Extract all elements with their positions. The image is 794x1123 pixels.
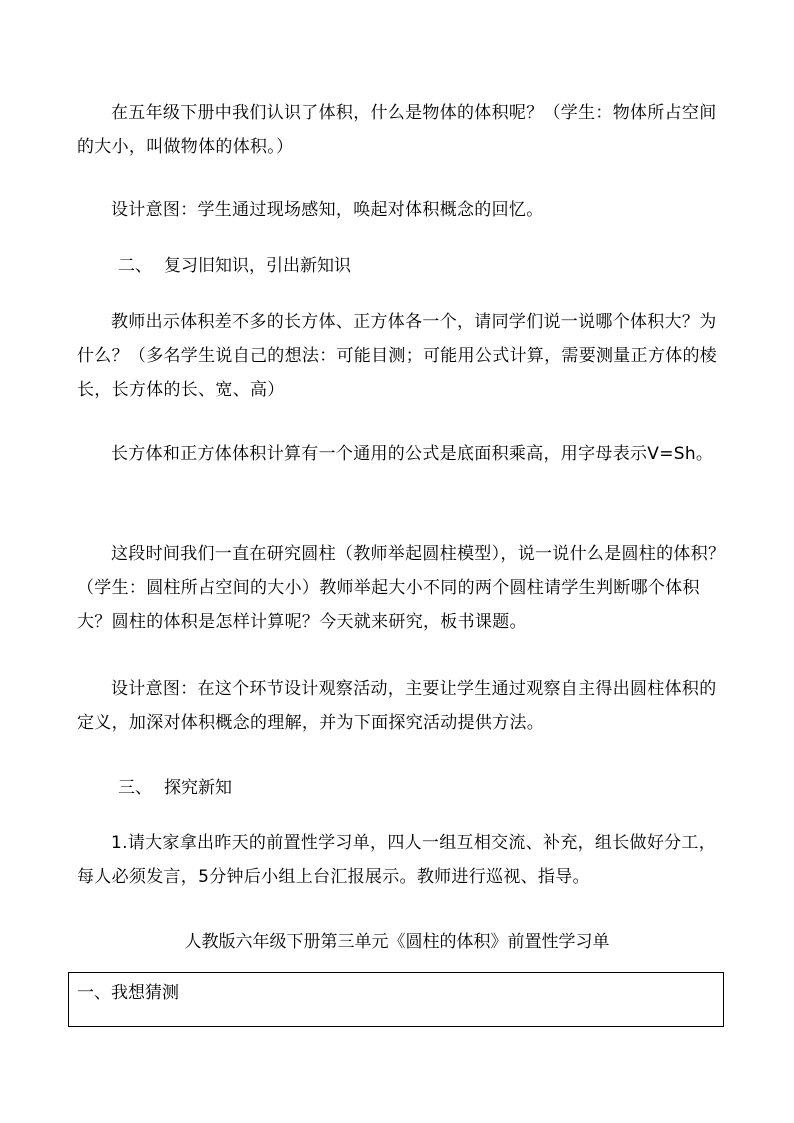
heading-explore-number: 三、	[118, 778, 152, 798]
heading-review	[118, 249, 351, 283]
heading-review-number: 二、	[118, 256, 152, 276]
heading-review-text: 复习旧知识，引出新知识	[164, 256, 351, 276]
paragraph-volume-formula: 长方体和正方体体积计算有一个通用的公式是底面积乘高，用字母表示V=Sh。	[111, 444, 714, 464]
paragraph-design-intent-2: 设计意图：在这个环节设计观察活动，主要让学生通过观察自主得出圆柱体积的定义，加深对体积概念的理解，并为下面探究活动提供方法。	[77, 679, 717, 733]
heading-explore-text: 探究新知	[164, 778, 232, 798]
paragraph-volume-recall: 在五年级下册中我们认识了体积，什么是物体的体积呢？（学生：物体所占空间的大小，叫做物体的体积。）	[77, 103, 717, 157]
paragraph-design-intent-1: 设计意图：学生通过现场感知，唤起对体积概念的回忆。	[111, 200, 544, 220]
worksheet-title: 人教版六年级下册第三单元《圆柱的体积》前置性学习单	[184, 932, 610, 952]
paragraph-cylinder-intro: 这段时间我们一直在研究圆柱（教师举起圆柱模型），说一说什么是圆柱的体积？（学生：圆柱所占空间的大小）教师举起大小不同的两个圆柱请学生判断哪个体积大？圆柱的体积是怎样计算呢？今天就来研究，板书课题。	[77, 544, 726, 632]
paragraph-teacher-shows-solids: 教师出示体积差不多的长方体、正方体各一个，请同学们说一说哪个体积大？为什么？（多名学生说自己的想法：可能目测；可能用公式计算，需要测量正方体的棱长，长方体的长、宽、高）	[77, 312, 718, 400]
worksheet-section-guess: 一、我想猜测	[77, 983, 179, 1003]
worksheet-table	[68, 972, 724, 1027]
paragraph-group-activity: 1.请大家拿出昨天的前置性学习单，四人一组互相交流、补充，组长做好分工，每人必须发言，5分钟后小组上台汇报展示。教师进行巡视、指导。	[77, 833, 717, 887]
heading-explore	[118, 771, 232, 805]
